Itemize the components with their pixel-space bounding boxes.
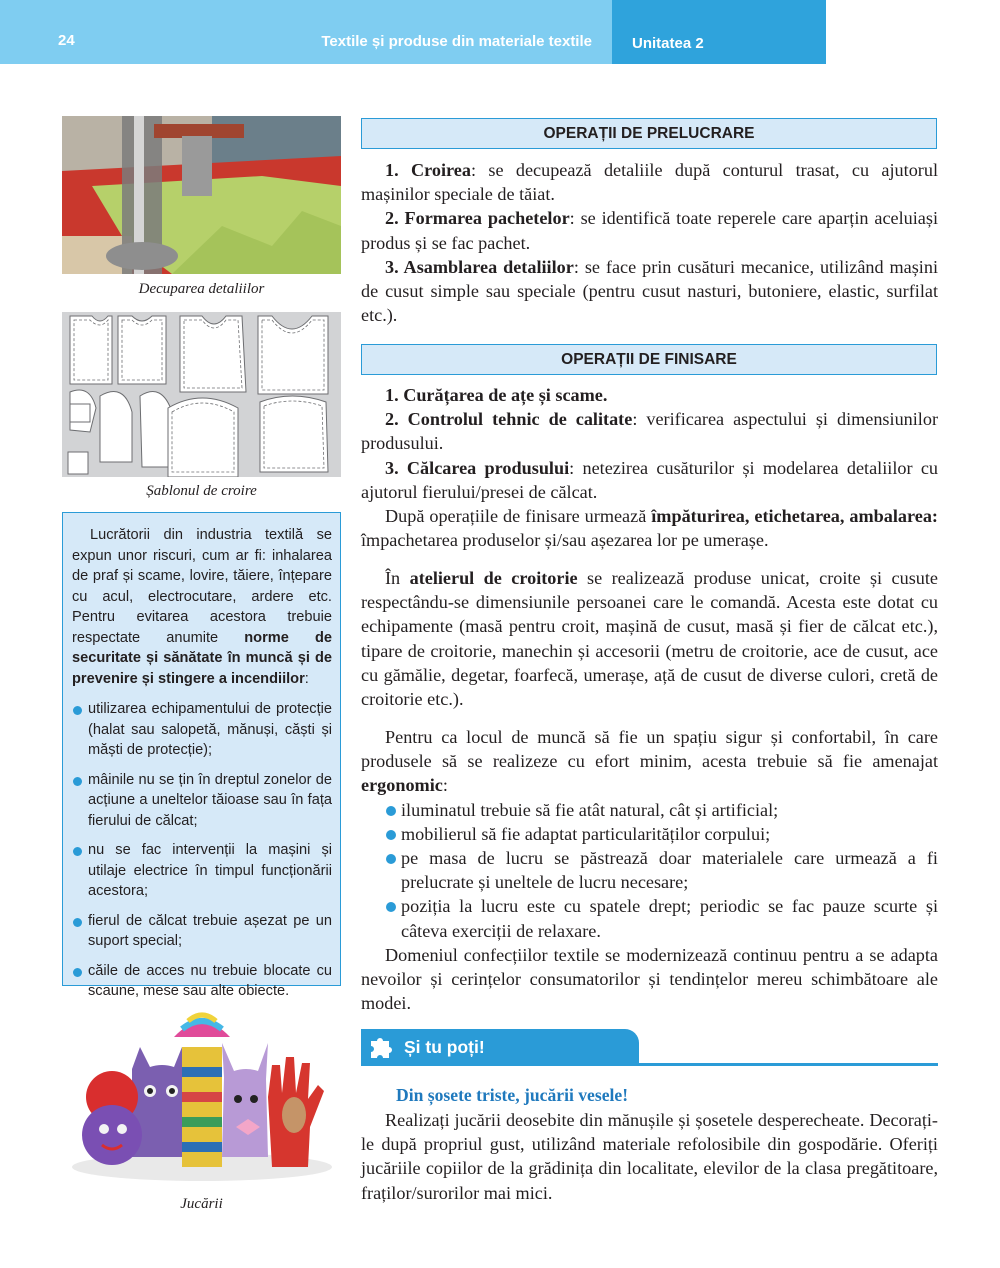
cutting-machine-photo <box>62 116 341 274</box>
safety-norms-highlight: norme de securitate și sănătate în muncă și de prevenire și stingere a incendiilor <box>72 629 332 687</box>
preprocessing-item: 3. Asamblarea detaliilor: se face prin cusături mecanice, utilizând mașini de cusut simple sau speciale (pentru cusut nasturi, butoniere, elastic, surfilat etc.). <box>361 256 939 326</box>
puzzle-icon <box>368 1034 394 1060</box>
safety-rules-box <box>62 512 341 999</box>
ergonomic-closing: Domeniul confecțiilor textile se modernizează continuu pentru a se adapta nevoilor și cerințelor consumatorilor și tendințelor mereu schimbătoare ale modei. <box>361 944 938 1014</box>
header-bar <box>0 0 612 64</box>
finishing-item: 1. Curățarea de ațe și scame. <box>385 385 608 405</box>
activity-tag-label: Și tu poți! <box>404 1037 485 1057</box>
preprocessing-item: 2. Formarea pachetelor: se identifică toate reperele care aparțin aceluiași produs și se fac pachet. <box>361 208 938 253</box>
unit-tab <box>612 0 826 64</box>
preprocessing-item: 1. Croirea: se decupează detaliile după conturul trasat, cu ajutorul mașinilor speciale de tăiat. <box>361 160 938 205</box>
list-item: mobilierul să fie adaptat particularităților corpului; <box>361 822 938 846</box>
safety-intro: Lucrătorii din industria textilă se expun unor riscuri, cum ar fi: inhalarea de praf și scame, lovire, tăiere, înțepare cu acul, electrocutare, ardere etc. Pentru evitarea acestora trebuie respectate anumite norme de securitate și sănătate în muncă și de prevenire și stingere a incendiilor: <box>72 527 332 687</box>
list-item: nu se fac intervenții la mașini și utilaje electrice în timpul funcționării acestora; <box>72 840 332 902</box>
finishing-item: 2. Controlul tehnic de calitate: verificarea aspectului și dimensiunilor produsului. <box>361 409 939 454</box>
toys-caption: Jucării <box>180 1196 223 1212</box>
ergonomic-section <box>361 725 938 1015</box>
ergonomic-intro: Pentru ca locul de muncă să fie un spațiu sigur și confortabil, în care produsele să se realizeze cu efort minim, acesta trebuie să fie amenajat ergonomic: <box>361 727 938 796</box>
safety-rules-list <box>72 699 332 1002</box>
unit-label: Unitatea 2 <box>632 35 704 52</box>
pattern-template-image <box>62 312 341 477</box>
cutting-caption: Decuparea detaliilor <box>138 281 265 297</box>
finishing-section <box>361 383 938 552</box>
finishing-item: 3. Călcarea produsului: netezirea cusăturilor și modelarea detaliilor cu ajutorul fierului/presei de călcat. <box>361 457 938 502</box>
page-number: 24 <box>58 32 75 49</box>
list-item: poziția la lucru este cu spatele drept; periodic se fac pauze scurte și câteva exerciții de relaxare. <box>361 894 938 942</box>
finishing-heading: OPERAȚII DE FINISARE <box>361 344 937 375</box>
list-item: mâinile nu se țin în dreptul zonelor de acțiune a uneltelor tăioase sau în fața fierului de călcat; <box>72 770 332 832</box>
list-item: iluminatul trebuie să fie atât natural, cât și artificial; <box>361 798 938 822</box>
activity-title: Din șosete triste, jucării vesele! <box>396 1085 629 1105</box>
list-item: utilizarea echipamentului de protecție (halat sau salopetă, mănuși, căști și măști de protecție); <box>72 699 332 761</box>
pattern-caption: Șablonul de croire <box>146 483 257 499</box>
book-title: Textile și produse din materiale textile <box>321 33 592 50</box>
list-item: fierul de călcat trebuie așezat pe un suport special; <box>72 911 332 952</box>
atelier-paragraph: În atelierul de croitorie se realizează produse unicat, croite și cusute respectându-se dimensiunile persoanei care le comandă. Acesta este dotat cu echipamente (masă pentru croit, mașină de cusut, masă și fier de călcat etc.), tipare de croitorie, manechin și accesorii (metru de croitorie, ace de cusut, ace cu gămălie, degetar, foarfecă, umerașe, ață de cusut de diverse culori, cretă de croitorie etc.). <box>361 568 939 710</box>
finishing-after: După operațiile de finisare urmează împăturirea, etichetarea, ambalarea: împachetarea produselor și/sau așezarea lor pe umerașe. <box>361 506 938 551</box>
list-item: pe masa de lucru se păstrează doar materialele care urmează a fi prelucrate și uneltele de lucru necesare; <box>361 846 938 894</box>
activity-divider <box>361 1063 938 1066</box>
preprocessing-heading: OPERAȚII DE PRELUCRARE <box>361 118 937 149</box>
ergonomic-list <box>361 798 938 943</box>
toys-photo <box>62 1007 341 1185</box>
preprocessing-section <box>361 158 938 327</box>
list-item: căile de acces nu trebuie blocate cu scaune, mese sau alte obiecte. <box>72 961 332 1002</box>
activity-paragraph: Realizați jucării deosebite din mănușile și șosetele desperecheate. Decorați-le după propriul gust, utilizând materiale refolosibile din gospodărie. Oferiți jucăriile copiilor de la grădinița din localitate, elevilor de la clasa pregătitoare, fraților/surorilor mai mici. <box>361 1110 938 1203</box>
activity-tag <box>361 1029 639 1065</box>
